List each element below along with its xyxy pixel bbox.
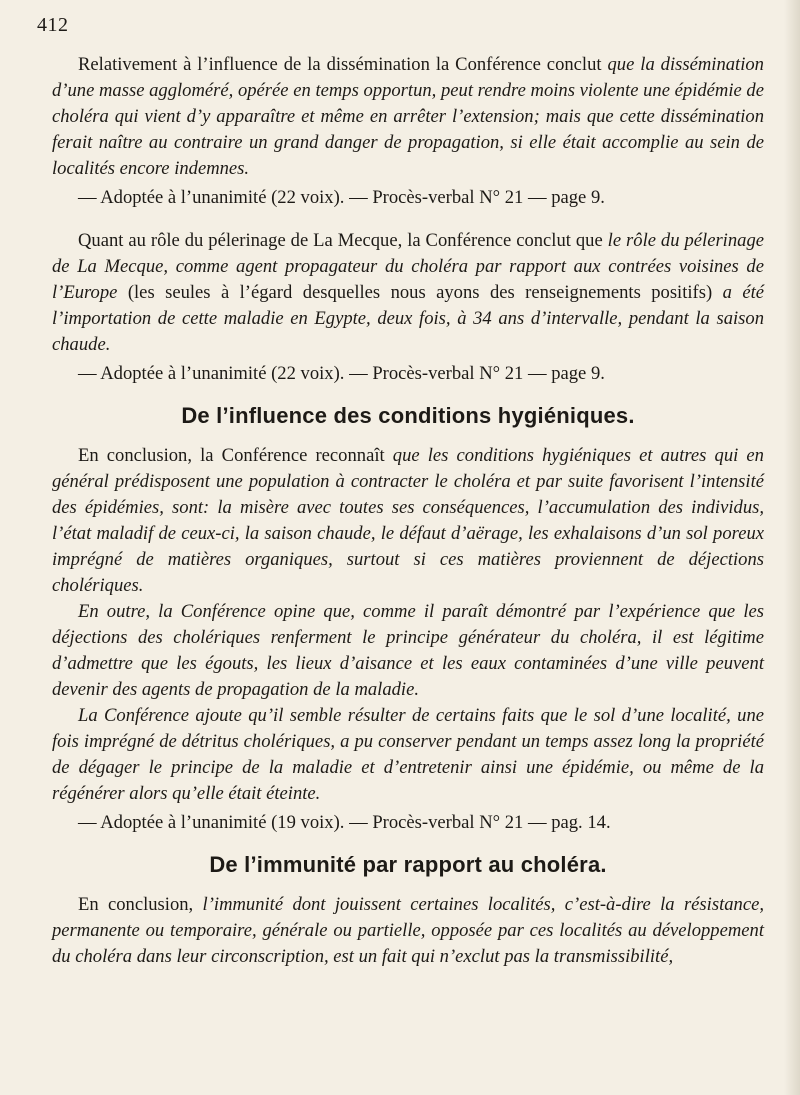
page-number: 412 <box>37 14 69 36</box>
paragraph-dissemination <box>52 52 764 182</box>
italic-conclusion: que les conditions hygiéniques et autres qui en général prédisposent une population à contracter le choléra et par suite favorisent l’intensité des épidémies, sont: la misère avec toutes ses conséquences, l’accumulation des individus, l’état maladif de ceux-ci, la saison chaude, le défaut d’aërage, les exhalaisons d’un sol poreux imprégné de matières organiques, surtout si ces matières proviennent de déjections cholériques. <box>52 445 764 596</box>
italic-conclusion: l’immunité dont jouissent certaines localités, c’est-à-dire la résistance, permanente ou temporaire, générale ou partielle, opposée par ces localités au développement du choléra dans leur circonscription, est un fait qui n’exclut pas la transmissibilité, <box>52 894 764 967</box>
paragraph-mecque <box>52 228 764 358</box>
section-heading-immunite: De l’immunité par rapport au choléra. <box>209 852 607 877</box>
italic-conclusion: le rôle du pélerinage de La Mecque, comme agent propagateur du choléra par rapport aux contrées voisines de l’Europe <box>52 230 764 303</box>
paragraph-hygiene <box>52 443 764 599</box>
paragraph-immunite <box>52 892 764 970</box>
text-run: Relativement à l’influence de la dissémination la Conférence conclut <box>78 54 608 75</box>
italic-conclusion: a été l’importation de cette maladie en Egypte, deux fois, à 34 ans d’intervalle, pendant la saison chaude. <box>52 282 765 355</box>
text-run: En conclusion, la Conférence reconnaît <box>78 445 393 466</box>
paragraph-sol <box>52 703 764 807</box>
adoption-note: — Adoptée à l’unanimité (22 voix). — Procès-verbal N° 21 — page 9. <box>78 187 605 208</box>
text-run: (les seules à l’égard desquelles nous ayons des renseignements positifs) <box>117 282 723 303</box>
text-run: Quant au rôle du pélerinage de La Mecque, la Conférence conclut que <box>78 230 608 251</box>
section-heading-hygiene: De l’influence des conditions hygiéniques. <box>181 403 635 428</box>
italic-conclusion: que la dissémination d’une masse aggloméré, opérée en temps opportun, peut rendre moins violente une épidémie de choléra qui vient d’y apparaître et même en arrêter l’extension; mais que cette dissémination ferait naître au contraire un grand danger de propagation, si elle était accomplie au sein de localités encore indemnes. <box>52 54 764 179</box>
italic-conclusion: En outre, la Conférence opine que, comme il paraît démontré par l’expérience que les déjections des cholériques renferment le principe générateur du choléra, il est légitime d’admettre que les égouts, les lieux d’aisance et les eaux contaminées d’une ville peuvent devenir des agents de propagation de la maladie. <box>52 601 764 700</box>
adoption-note: — Adoptée à l’unanimité (22 voix). — Procès-verbal N° 21 — page 9. <box>78 363 605 384</box>
adoption-note: — Adoptée à l’unanimité (19 voix). — Procès-verbal N° 21 — pag. 14. <box>78 812 611 833</box>
paragraph-dejections <box>52 599 764 703</box>
text-run: En conclusion, <box>78 894 203 915</box>
italic-conclusion: La Conférence ajoute qu’il semble résulter de certains faits que le sol d’une localité, une fois imprégné de détritus cholériques, a pu conserver pendant un temps assez long la propriété de dégager le principe de la maladie et d’entretenir ainsi une épidémie, ou même de la régénérer alors qu’elle était éteinte. <box>52 705 764 804</box>
page-body <box>52 52 764 970</box>
page-edge-shadow <box>784 0 800 1095</box>
